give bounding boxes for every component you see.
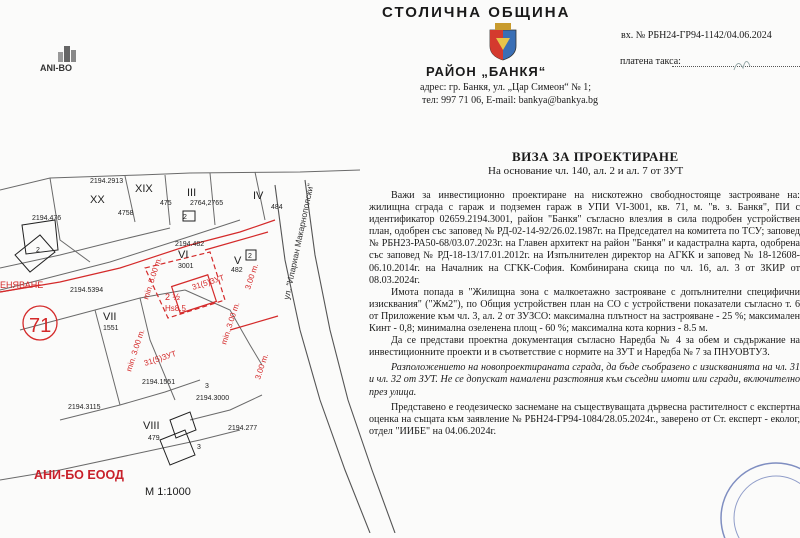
- paragraph-3: Да се представи проектна документация съгласно Наредба № 4 за обем и съдържание на инвестиционните проекти и в съответствие с нормите на ЗУТ и Наредба № 7 за ПНУОВТУЗ.: [369, 335, 800, 359]
- label-floors: 2 ½: [165, 292, 181, 302]
- label-III: III: [187, 187, 197, 199]
- label-1551: 1551: [103, 325, 119, 332]
- cadastral-map: [0, 0, 400, 533]
- paragraph-4: Разположението на новопроектираната сграда, да бъде съобразено с изискванията на чл. 31 и чл. 32 от ЗУТ. Не се допускат намалени разстояния към съседни имоти или сгради, включително през улица.: [369, 362, 800, 398]
- district-contacts: тел: 997 71 06, E-mail: bankya@bankya.bg: [422, 95, 599, 106]
- label-height: Hs8.5: [165, 304, 186, 313]
- label-2765: 2764,2765: [190, 200, 224, 207]
- map-scale: М 1:1000: [145, 486, 191, 498]
- label-min1: min. 5.00 m.: [141, 255, 164, 301]
- label-n2c: 2: [248, 253, 252, 260]
- label-zone2: 31(5)ЗУТ: [142, 349, 178, 368]
- document-basis: На основание чл. 140, ал. 2 и ал. 7 от ЗУТ: [488, 165, 684, 177]
- label-1551b: 2194.1551: [142, 379, 176, 386]
- paragraph-5: Представено е геодезическо заснемане на съществуващата дървесна растителност с експертна оценка на същата към заявление № РБН24-ГР94-1084/28.05.2024г., заверено от Ст. експерт - еколог, отдел "ИИБЕ" на 04.06.2024г.: [369, 401, 800, 437]
- official-stamp-icon: [706, 448, 800, 538]
- document-body: [369, 190, 800, 438]
- label-n2b: 2: [36, 247, 40, 254]
- label-277: 2194.277: [228, 425, 258, 432]
- handwritten-mark-icon: [728, 50, 758, 80]
- district-title: РАЙОН „БАНКЯ“: [426, 64, 547, 79]
- label-IV: IV: [253, 190, 264, 202]
- label-3000: 2194.3000: [196, 395, 230, 402]
- label-3115: 2194.3115: [68, 404, 101, 411]
- street-label: ул. "Илариан Макарнополски": [281, 182, 316, 301]
- label-n2a: 2: [183, 214, 187, 221]
- label-min3: min. 3.00 m.: [219, 300, 242, 346]
- label-476: 2194.476: [32, 215, 62, 222]
- incoming-reference: вх. № РБН24-ГР94-1142/04.06.2024: [621, 30, 772, 41]
- label-475: 475: [160, 200, 172, 207]
- coat-of-arms-icon: [486, 22, 520, 62]
- paragraph-1: Важи за инвестиционно проектиране на нискотежно свободностояще застрояване на: жилищна сграда с гараж и подземен гараж в УПИ VI-3001, кв. 71, м. "в. з. Банкя", ПИ с идентификатор 02659.2194.3001, район "Банкя" съгласно влезлия в сила подробен устройствен план, одобрен със заповед № РД-02-14-92/26.02.1987г. на Председател на комитета по ТСУ; заповед № РБН23-РА50-68/03.07.2023г. на Главен архитект на район "Банкя" и кадастрална карта, одобрена със заповед № РД-18-13/17.01.2012г. на Изпълнителен директор на АГКК и заповед № 18-12608-06.10.2014г. на Началник на СГКК-София. Комбинирана скица по чл. 16, ал. 3 от ЗКИР от 08.03.2024г.: [369, 190, 800, 286]
- label-VII: VII: [103, 311, 117, 323]
- label-zone: 31(5)ЗУТ: [190, 273, 226, 292]
- label-setback2: 3.00 m.: [253, 352, 271, 381]
- municipality-title: СТОЛИЧНА ОБЩИНА: [382, 4, 571, 21]
- label-479: 479: [148, 435, 160, 442]
- fee-label: платена такса:: [620, 56, 681, 67]
- label-5394: 2194.5394: [70, 287, 104, 294]
- label-VI: VI: [178, 249, 189, 261]
- label-4758: 4758: [118, 210, 134, 217]
- label-482a: 2194.482: [175, 241, 205, 248]
- street-fragment: ЕНЯВАНЕ: [0, 280, 44, 290]
- label-min2: min. 3.00 m.: [124, 327, 147, 373]
- label-482b: 482: [231, 267, 243, 274]
- logo-text: ANI-BO: [40, 63, 72, 73]
- label-n3: 3: [197, 444, 201, 451]
- label-VIII: VIII: [143, 420, 160, 432]
- label-3001: 3001: [178, 263, 194, 270]
- company-logo-icon: [38, 44, 98, 74]
- label-XIX: XIX: [135, 183, 153, 195]
- block-number: 71: [29, 315, 52, 337]
- label-n3b: 3: [205, 383, 209, 390]
- label-setback1: 3.00 m.: [243, 262, 261, 291]
- label-V: V: [234, 255, 242, 267]
- document-title: ВИЗА ЗА ПРОЕКТИРАНЕ: [512, 149, 679, 164]
- paragraph-2: Имота попада в "Жилищна зона с малкоетажно застрояване с допълнителни специфични изисквания" ("Жм2"), по Общия устройствен план на СО с устройствени показатели съгласно т. 6 от Приложение към чл. 3, ал. 2 от ЗУЗСО: максимална плътност на застрояване - 25 %; максимален Кинт - 0,8; минимална озеленена площ - 60 %; максимална кота корниз - 8.5 м.: [369, 286, 800, 335]
- label-2913: 2194.2913: [90, 178, 124, 185]
- label-XX: XX: [90, 194, 105, 206]
- district-address: адрес: гр. Банкя, ул. „Цар Симеон“ № 1;: [420, 82, 592, 93]
- company-name: АНИ-БО ЕООД: [34, 468, 124, 482]
- label-484: 484: [271, 204, 283, 211]
